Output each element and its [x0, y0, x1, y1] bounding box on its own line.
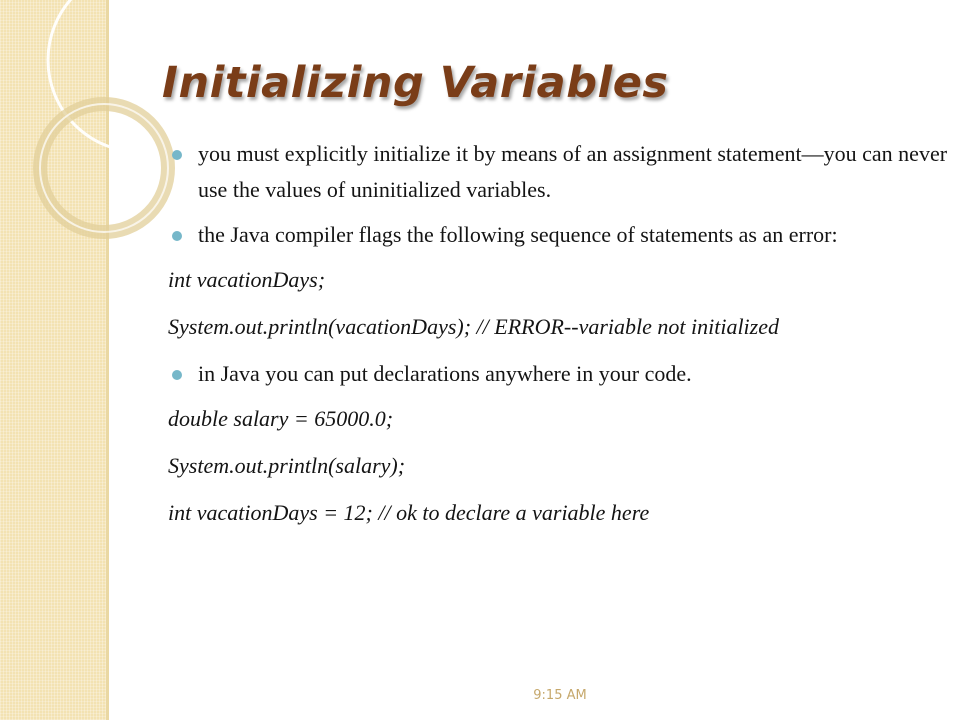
- footer-timestamp: 9:15 AM: [533, 688, 587, 703]
- bullet-text: the Java compiler flags the following sequence of statements as an error:: [198, 222, 838, 247]
- small-ring-highlight: [40, 104, 168, 232]
- bullet-item: [168, 217, 948, 253]
- code-line: System.out.println(salary);: [168, 453, 406, 478]
- bullet-item: [168, 136, 948, 208]
- bullet-text: in Java you can put declarations anywhere in your code.: [198, 361, 692, 386]
- bullet-dot-icon: [172, 370, 182, 380]
- code-line: System.out.println(vacationDays); // ERROR--variable not initialized: [168, 314, 779, 339]
- bullet-dot-icon: [172, 150, 182, 160]
- code-line: double salary = 65000.0;: [168, 406, 394, 431]
- slide-title: Initializing Variables: [162, 58, 669, 108]
- code-line: int vacationDays = 12; // ok to declare a variable here: [168, 500, 650, 525]
- bullet-dot-icon: [172, 231, 182, 241]
- bullet-text: you must explicitly initialize it by means of an assignment statement—you can never use the values of uninitialized variables.: [198, 141, 948, 202]
- bullet-item: [168, 356, 948, 392]
- code-line: int vacationDays;: [168, 267, 326, 292]
- slide-content: [168, 136, 948, 542]
